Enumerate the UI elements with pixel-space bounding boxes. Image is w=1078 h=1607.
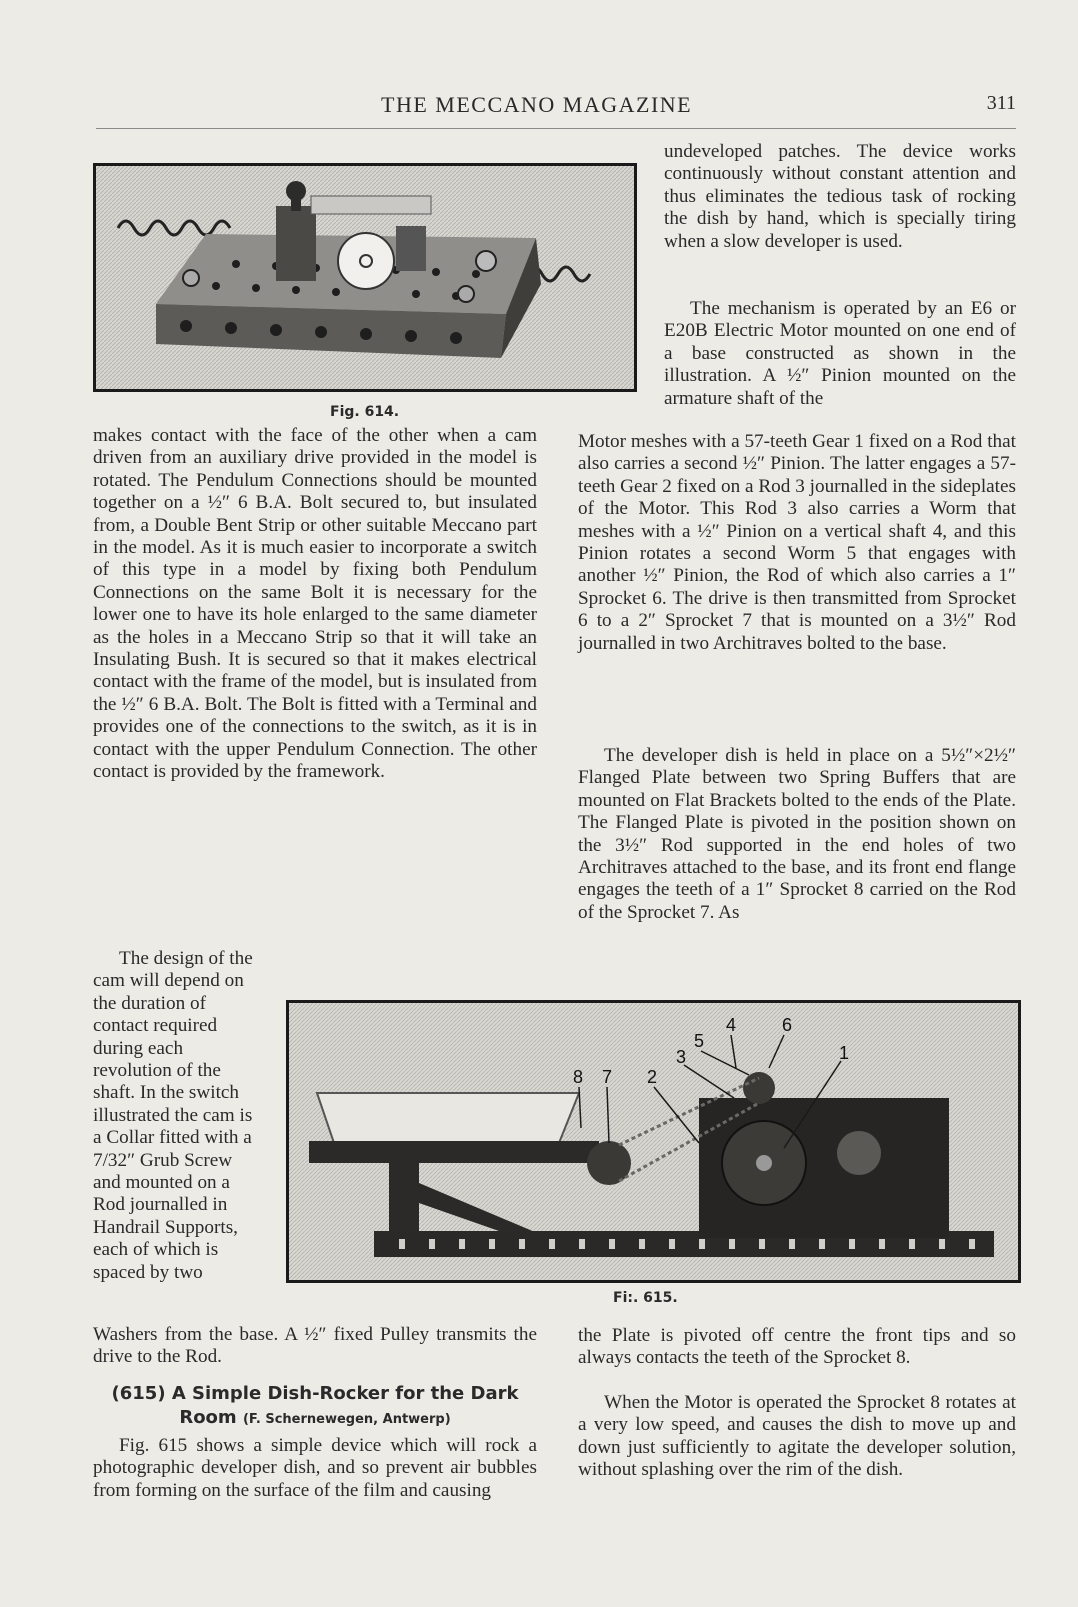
fig615-label-2: 2 bbox=[647, 1067, 658, 1087]
left-col-para-3: Washers from the base. A ½″ fixed Pulley transmits the drive to the Rod. bbox=[93, 1324, 537, 1368]
figure-614 bbox=[93, 163, 637, 392]
right-col-para-3: Motor meshes with a 57-teeth Gear 1 fixed on a Rod that also carries a second ½″ Pinion. The latter engages a 57-teeth Gear 2 fixed on a Rod 3 journalled in the sideplates of the Motor. This Rod 3 also carries a Worm that meshes with a ½″ Pinion on a vertical shaft 4, and this Pinion rotates a second Worm 5 that engages with another ½″ Pinion, the Rod of which also carries a 1″ Sprocket 6. The drive is then transmitted from Sprocket 6 to a 2″ Sprocket 7 that is mounted on a 3½″ Rod journalled in two Architraves bolted to the base. bbox=[578, 431, 1016, 654]
fig615-label-6: 6 bbox=[782, 1015, 793, 1035]
figure-614-caption: Fig. 614. bbox=[330, 404, 400, 420]
fig615-label-4: 4 bbox=[726, 1015, 737, 1035]
left-col-para-4: Fig. 615 shows a simple device which will rock a photographic developer dish, and so prevent air bubbles from forming on the surface of the film and causing bbox=[93, 1435, 537, 1501]
page-number: 311 bbox=[986, 92, 1016, 114]
fig615-label-7: 7 bbox=[602, 1067, 613, 1087]
fig615-label-8: 8 bbox=[573, 1067, 584, 1087]
right-col-para-2: The mechanism is operated by an E6 or E20B Electric Motor mounted on one end of a base constructed as shown in the illustration. A ½″ Pinion mounted on the armature shaft of the bbox=[664, 298, 1016, 409]
fig615-label-5: 5 bbox=[694, 1031, 705, 1051]
figure-615 bbox=[286, 1000, 1021, 1283]
figure-615-caption: Fi:. 615. bbox=[613, 1290, 678, 1306]
right-col-para-4: The developer dish is held in place on a 5½″×2½″ Flanged Plate between two Spring Buffers that are mounted on Flat Brackets bolted to the ends of the Plate. The Flanged Plate is pivoted in the position shown on the 3½″ Rod supported in the end holes of two Architraves attached to the base, and its front end flange engages the teeth of a 1″ Sprocket 8 carried on the Rod of the Sprocket 7. As bbox=[578, 745, 1016, 923]
figure-615-illustration bbox=[289, 1003, 1018, 1280]
section-credit: (F. Schernewegen, Antwerp) bbox=[242, 1412, 451, 1427]
left-col-para-1: makes contact with the face of the other when a cam driven from an auxiliary drive provided in the model is rotated. The Pendulum Connections should be mounted together on a ½″ 6 B.A. Bolt secured to, but insulated from, a Double Bent Strip or other suitable Meccano part in the model. As it is much easier to incorporate a switch of this type in a model by fixing both Pendulum Connections on the same Bolt it is necessary for the lower one to have its hole enlarged to the same diameter as the holes in a Meccano Strip so that it will take an Insulating Bush. It is secured so that it makes electrical contact with the frame of the model, but is insulated from the ½″ 6 B.A. Bolt. The Bolt is fitted with a Terminal and provides one of the connections to the switch, as it is in contact with the upper Pendulum Connection. The other contact is provided by the framework. bbox=[93, 425, 537, 783]
left-col-para-2: The design of the cam will depend on the duration of contact required during each revolution of the shaft. In the switch illustrated the cam is a Collar fitted with a 7/32″ Grub Screw and mounted on a Rod journalled in Handrail Supports, each of which is spaced by two bbox=[93, 948, 253, 1283]
right-col-para-5: the Plate is pivoted off centre the front tips and so always contacts the teeth of the Sprocket 8. bbox=[578, 1325, 1016, 1369]
section-title: (615) A Simple Dish-Rocker for the Dark Room bbox=[111, 1383, 519, 1428]
figure-614-illustration bbox=[96, 166, 634, 389]
fig615-label-1: 1 bbox=[839, 1043, 850, 1063]
magazine-title: THE MECCANO MAGAZINE bbox=[381, 92, 693, 117]
section-heading bbox=[93, 1382, 537, 1432]
right-col-para-1: undeveloped patches. The device works continuously without constant attention and thus eliminates the tedious task of rocking the dish by hand, which is specially tiring when a slow developer is used. bbox=[664, 141, 1016, 252]
fig615-label-3: 3 bbox=[676, 1047, 687, 1067]
right-col-para-6: When the Motor is operated the Sprocket 8 rotates at a very low speed, and causes the dish to move up and down just sufficiently to agitate the developer solution, without splashing over the rim of the dish. bbox=[578, 1392, 1016, 1481]
page-header bbox=[96, 88, 1016, 129]
